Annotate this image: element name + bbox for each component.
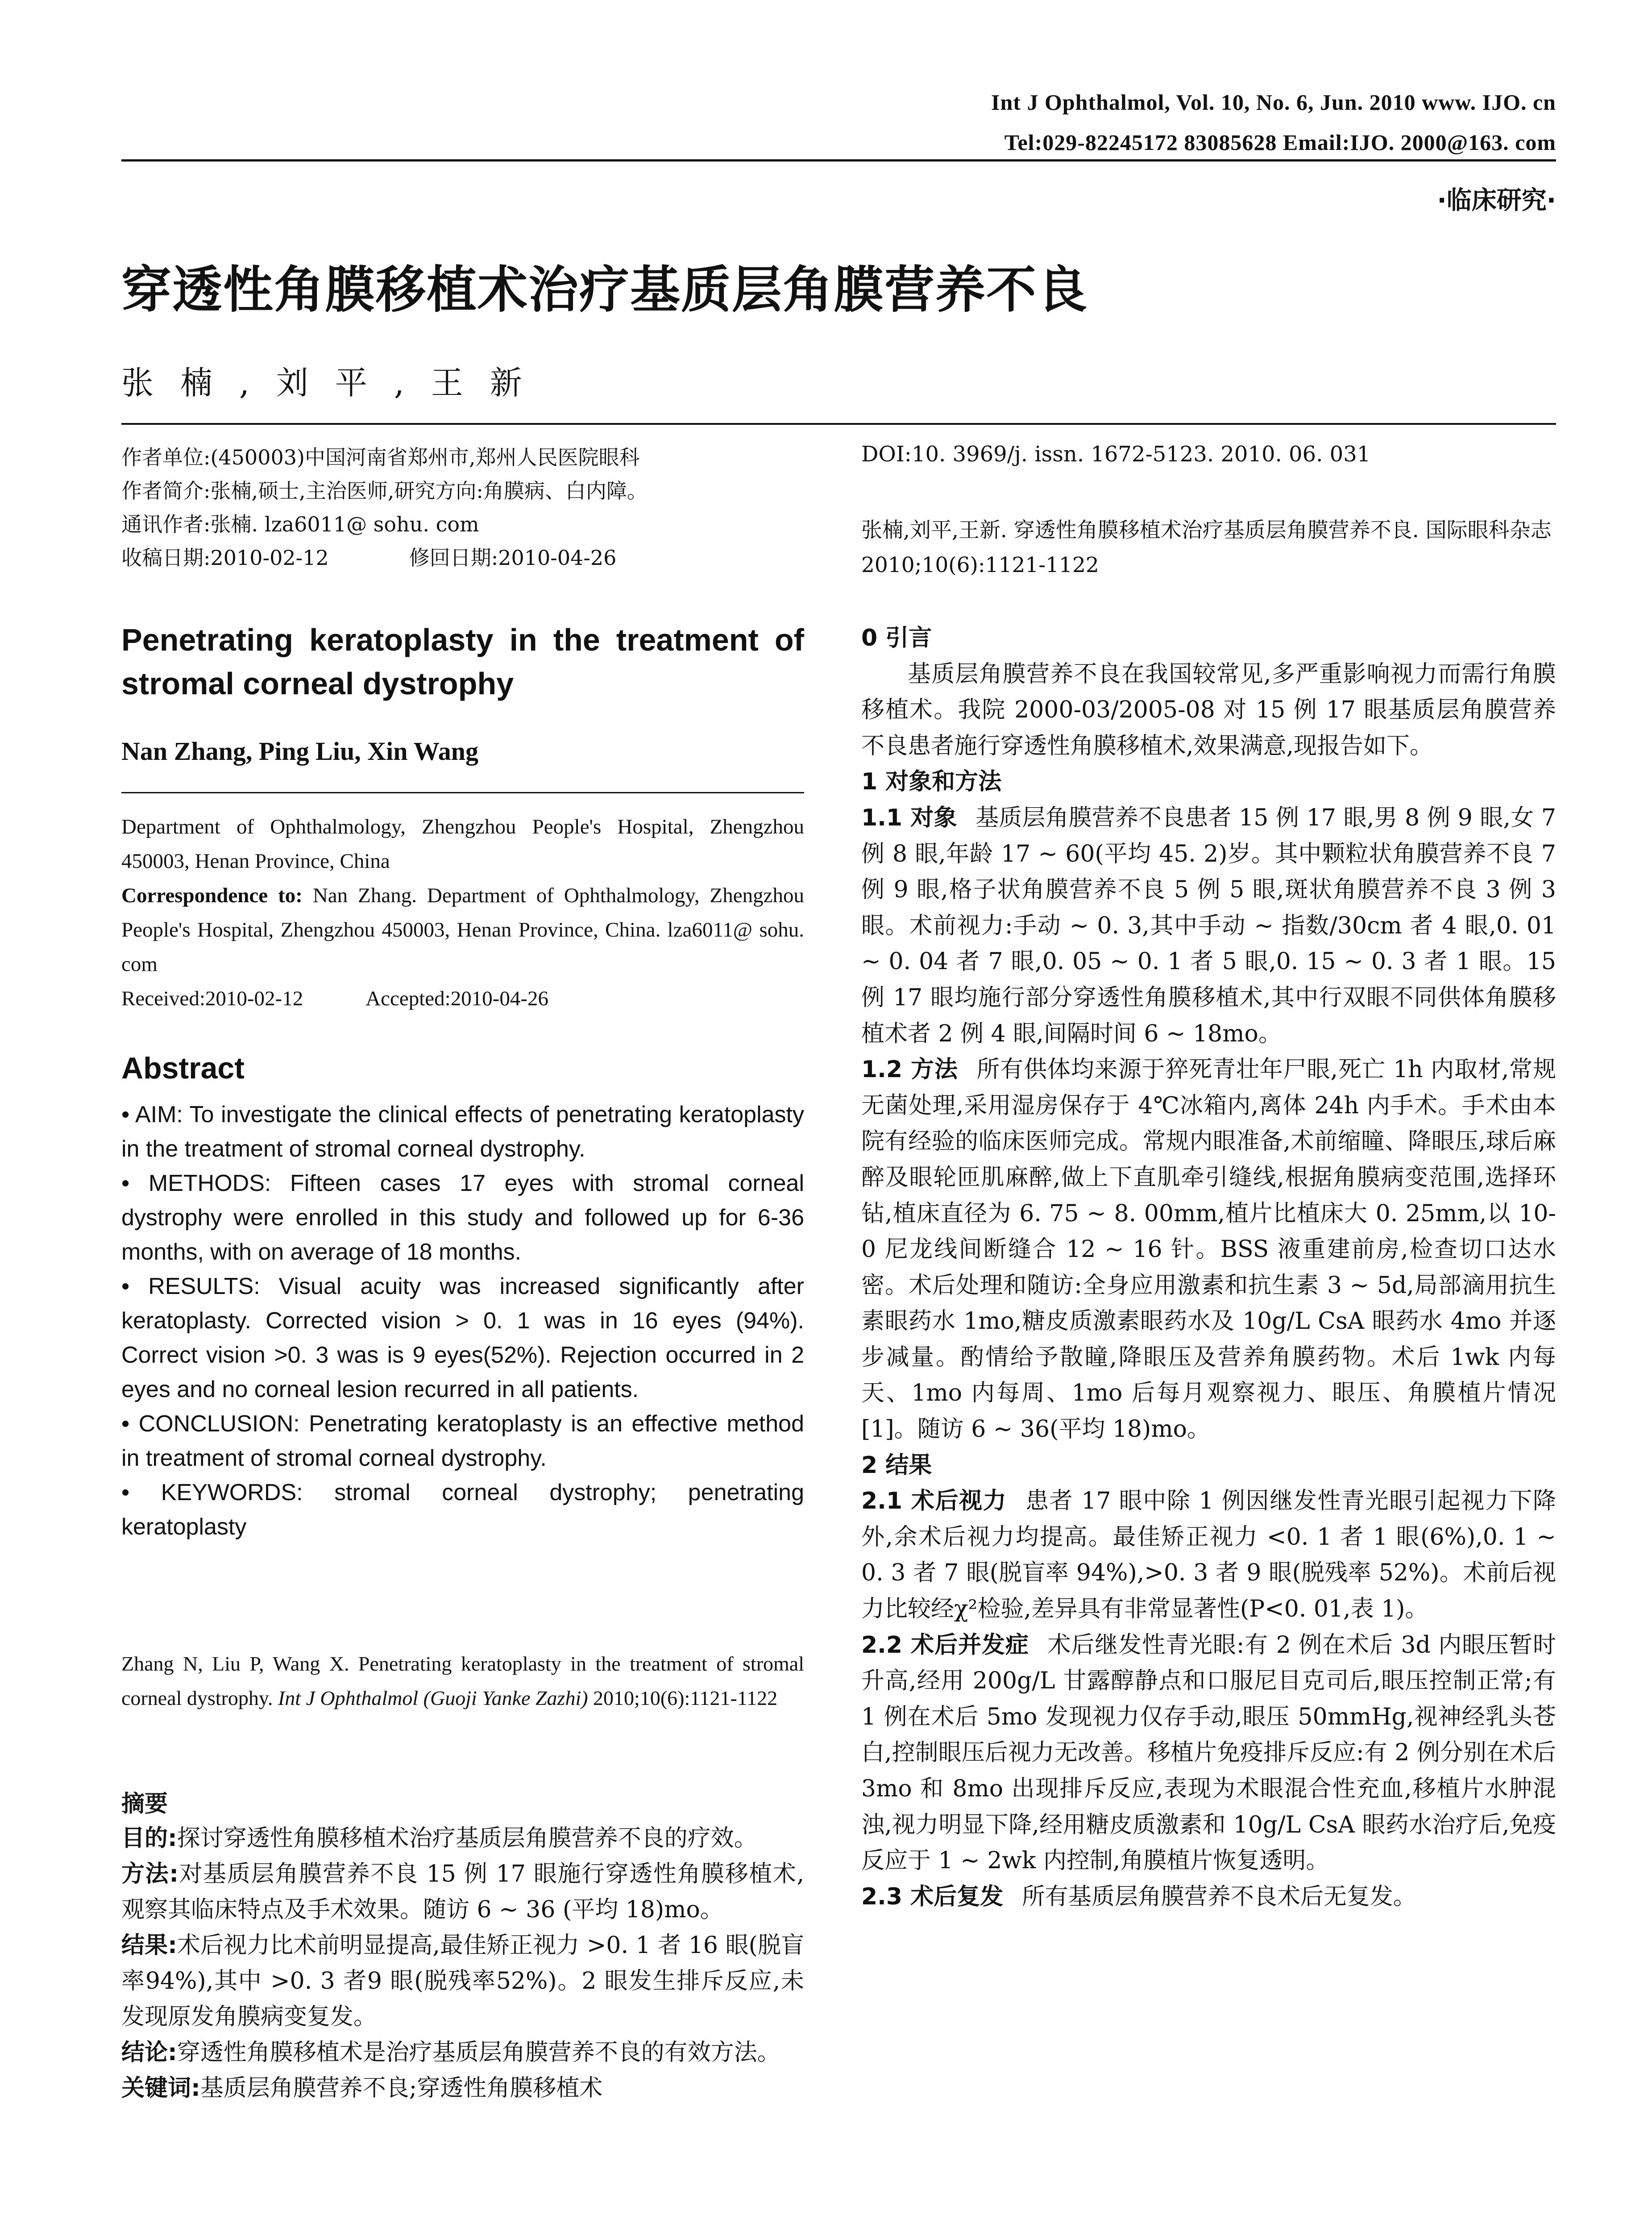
chinese-abstract-heading: 摘要	[121, 1791, 168, 1817]
cn-results	[121, 1928, 804, 2035]
abstract-methods: • METHODS: Fifteen cases 17 eyes with stromal corneal dystrophy were enrolled in this study and followed up for 6-36 months, with on average of 18 months.	[121, 1170, 804, 1265]
english-authors-rule	[121, 792, 804, 793]
subjects-label: 1.1 对象	[861, 804, 957, 831]
correspondence-label: Correspondence to:	[121, 884, 303, 907]
subjects-text: 基质层角膜营养不良患者 15 例 17 眼,男 8 例 9 眼,女 7 例 8 眼,年龄 17 ~ 60(平均 45. 2)岁。其中颗粒状角膜营养不良 7 例 9 眼,格子状角膜营养不良 5 例 5 眼,斑状角膜营养不良 3 例 3 眼。术前视力:手动 ~ 0. 3,其中手动 ~ 指数/30cm 者 4 眼,0. 01 ~ 0. 04 者 7 眼,0. 05 ~ 0. 1 者 5 眼,0. 15 ~ 0. 3 者 1 眼。15 例 17 眼均施行部分穿透性角膜移植术,其中行双眼不同供体角膜移植术者 2 例 4 眼,间隔时间 6 ~ 18mo。	[861, 804, 1556, 1047]
vision-label: 2.1 术后视力	[861, 1488, 1007, 1515]
vision-text: 患者 17 眼中除 1 例因继发性青光眼引起视力下降外,余术后视力均提高。最佳矫正视力 <0. 1 者 1 眼(6%),0. 1 ~ 0. 3 者 7 眼(脱盲率 94%),>0. 3 者 9 眼(脱残率 52%)。术前后视力比较经χ²检验,差异具有非常显著性(P<0. 01,表 1)。	[861, 1488, 1556, 1623]
author-meta	[121, 441, 804, 575]
citation-journal: Int J Ophthalmol (Guoji Yanke Zazhi)	[278, 1687, 588, 1709]
citation-volume: 2010;10(6):1121-1122	[588, 1687, 778, 1709]
doi: DOI:10. 3969/j. issn. 1672-5123. 2010. 06. 031	[861, 442, 1371, 467]
section-label: ·临床研究·	[1437, 186, 1556, 215]
chinese-citation: 张楠,刘平,王新. 穿透性角膜移植术治疗基质层角膜营养不良. 国际眼科杂志 2010;10(6):1121-1122	[861, 518, 1552, 577]
cn-keywords-label: 关键词:	[121, 2075, 200, 2102]
english-authors: Nan Zhang, Ping Liu, Xin Wang	[121, 737, 478, 766]
cn-aim-label: 目的:	[121, 1825, 177, 1852]
method-text: 所有供体均来源于猝死青壮年尸眼,死亡 1h 内取材,常规无菌处理,采用湿房保存于 4℃冰箱内,离体 24h 内手术。手术由本院有经验的临床医师完成。常规内眼准备,术前缩瞳、降眼压,球后麻醉及眼轮匝肌麻醉,做上下直肌牵引缝线,根据角膜病变范围,选择环钻,植床直径为 6. 75 ~ 8. 00mm,植片比植床大 0. 25mm,以 10-0 尼龙线间断缝合 12 ~ 16 针。BSS 液重建前房,检查切口达水密。术后处理和随访:全身应用激素和抗生素 3 ~ 5d,局部滴用抗生素眼药水 1mo,糖皮质激素眼药水及 10g/L CsA 眼药水 4mo 并逐步减量。酌情给予散瞳,降眼压及营养角膜药物。术后 1wk 内每天、1mo 内每周、1mo 后每月观察视力、眼压、角膜植片情况[1]。随访 6 ~ 36(平均 18)mo。	[861, 1056, 1556, 1443]
cn-keywords-text: 基质层角膜营养不良;穿透性角膜移植术	[200, 2075, 603, 2102]
cn-conclusion-text: 穿透性角膜移植术是治疗基质层角膜营养不良的有效方法。	[177, 2039, 780, 2066]
cn-results-text: 术后视力比术前明显提高,最佳矫正视力 >0. 1 者 16 眼(脱盲率94%),其中 >0. 3 者9 眼(脱残率52%)。2 眼发生排斥反应,未发现原发角膜病变复发。	[121, 1932, 805, 2030]
complications-paragraph	[861, 1627, 1556, 1879]
abstract-heading: Abstract	[121, 1051, 245, 1085]
vision-paragraph	[861, 1483, 1556, 1627]
article-body	[861, 620, 1556, 1915]
english-abstract	[121, 1098, 804, 1544]
journal-header-line1: Int J Ophthalmol, Vol. 10, No. 6, Jun. 2010 www. IJO. cn	[991, 90, 1556, 115]
method-paragraph	[861, 1052, 1556, 1447]
abstract-results: • RESULTS: Visual acuity was increased significantly after keratoplasty. Corrected vision > 0. 1 was in 16 eyes (94%). Correct vision >0. 3 was is 9 eyes(52%). Rejection occurred in 2 eyes and no corneal lesion recurred in all patients.	[121, 1273, 804, 1402]
abstract-keywords: • KEYWORDS: stromal corneal dystrophy; penetrating keratoplasty	[121, 1480, 804, 1540]
intro-heading: 0 引言	[861, 625, 932, 651]
author-bio: 作者简介:张楠,硕士,主治医师,研究方向:角膜病、白内障。	[121, 479, 648, 503]
affiliation: Department of Ophthalmology, Zhengzhou People's Hospital, Zhengzhou 450003, Henan Province, China	[121, 815, 804, 873]
header-rule	[121, 159, 1556, 162]
authors-cn: 张楠,刘平,王新	[121, 364, 549, 402]
cn-keywords	[121, 2070, 804, 2106]
received-date: 收稿日期:2010-02-12	[121, 546, 329, 570]
recurrence-paragraph	[861, 1879, 1556, 1915]
complications-text: 术后继发性青光眼:有 2 例在术后 3d 内眼压暂时升高,经用 200g/L 甘露醇静点和口服尼目克司后,眼压控制正常;有 1 例在术后 5mo 发现视力仅存手动,眼压 50mmHg,视神经乳头苍白,控制眼压后视力无改善。移植片免疫排斥反应:有 2 例分别在术后 3mo 和 8mo 出现排斥反应,表现为术眼混合性充血,移植片水肿混浊,视力明显下降,经用糖皮质激素和 10g/L CsA 眼药水治疗后,免疫反应于 1 ~ 2wk 内控制,角膜植片恢复透明。	[861, 1631, 1556, 1874]
method-label: 1.2 方法	[861, 1056, 958, 1083]
english-accepted: Accepted:2010-04-26	[365, 987, 549, 1010]
cn-aim	[121, 1820, 804, 1856]
english-received: Received:2010-02-12	[121, 987, 303, 1010]
citation-authors-title: Zhang N, Liu P, Wang X. Penetrating keratoplasty in the treatment of stromal corneal dystrophy.	[121, 1652, 804, 1709]
title-rule	[121, 423, 1556, 425]
cn-conclusion	[121, 2035, 804, 2070]
recurrence-text: 所有基质层角膜营养不良术后无复发。	[1021, 1883, 1416, 1910]
article-title: 穿透性角膜移植术治疗基质层角膜营养不良	[121, 261, 1088, 319]
cn-aim-text: 探讨穿透性角膜移植术治疗基质层角膜营养不良的疗效。	[177, 1825, 757, 1852]
english-dates	[121, 982, 804, 1016]
cn-methods-label: 方法:	[121, 1861, 178, 1887]
journal-header-line2: Tel:029-82245172 83085628 Email:IJO. 2000@163. com	[1004, 130, 1556, 155]
recurrence-label: 2.3 术后复发	[861, 1883, 1004, 1910]
chinese-abstract	[121, 1820, 804, 2106]
complications-label: 2.2 术后并发症	[861, 1631, 1029, 1659]
subjects-paragraph	[861, 800, 1556, 1052]
revised-date: 修回日期:2010-04-26	[409, 546, 617, 570]
abstract-aim: • AIM: To investigate the clinical effects of penetrating keratoplasty in the treatment of stromal corneal dystrophy.	[121, 1102, 804, 1162]
corresponding-author: 通讯作者:张楠. lza6011@ sohu. com	[121, 512, 479, 536]
methods-heading: 1 对象和方法	[861, 768, 1002, 796]
intro-paragraph: 基质层角膜营养不良在我国较常见,多严重影响视力而需行角膜移植术。我院 2000-03/2005-08 对 15 例 17 眼基质层角膜营养不良患者施行穿透性角膜移植术,效果满意,现报告如下。	[861, 660, 1556, 759]
english-title: Penetrating keratoplasty in the treatment of stromal corneal dystrophy	[121, 622, 804, 701]
english-citation	[121, 1646, 804, 1715]
author-unit: 作者单位:(450003)中国河南省郑州市,郑州人民医院眼科	[121, 445, 640, 469]
correspondence	[121, 879, 804, 982]
cn-conclusion-label: 结论:	[121, 2039, 177, 2066]
dates	[121, 541, 804, 575]
correspondence-text: Nan Zhang. Department of Ophthalmology, Zhengzhou People's Hospital, Zhengzhou 450003, Henan Province, China. lza6011@ sohu. com	[121, 884, 804, 976]
cn-methods-text: 对基质层角膜营养不良 15 例 17 眼施行穿透性角膜移植术,观察其临床特点及手术效果。随访 6 ~ 36 (平均 18)mo。	[121, 1861, 804, 1923]
cn-results-label: 结果:	[121, 1932, 177, 1959]
results-heading: 2 结果	[861, 1451, 932, 1479]
cn-methods	[121, 1856, 804, 1928]
abstract-conclusion: • CONCLUSION: Penetrating keratoplasty is an effective method in treatment of stromal corneal dystrophy.	[121, 1411, 804, 1471]
english-affiliation-block	[121, 810, 804, 1016]
